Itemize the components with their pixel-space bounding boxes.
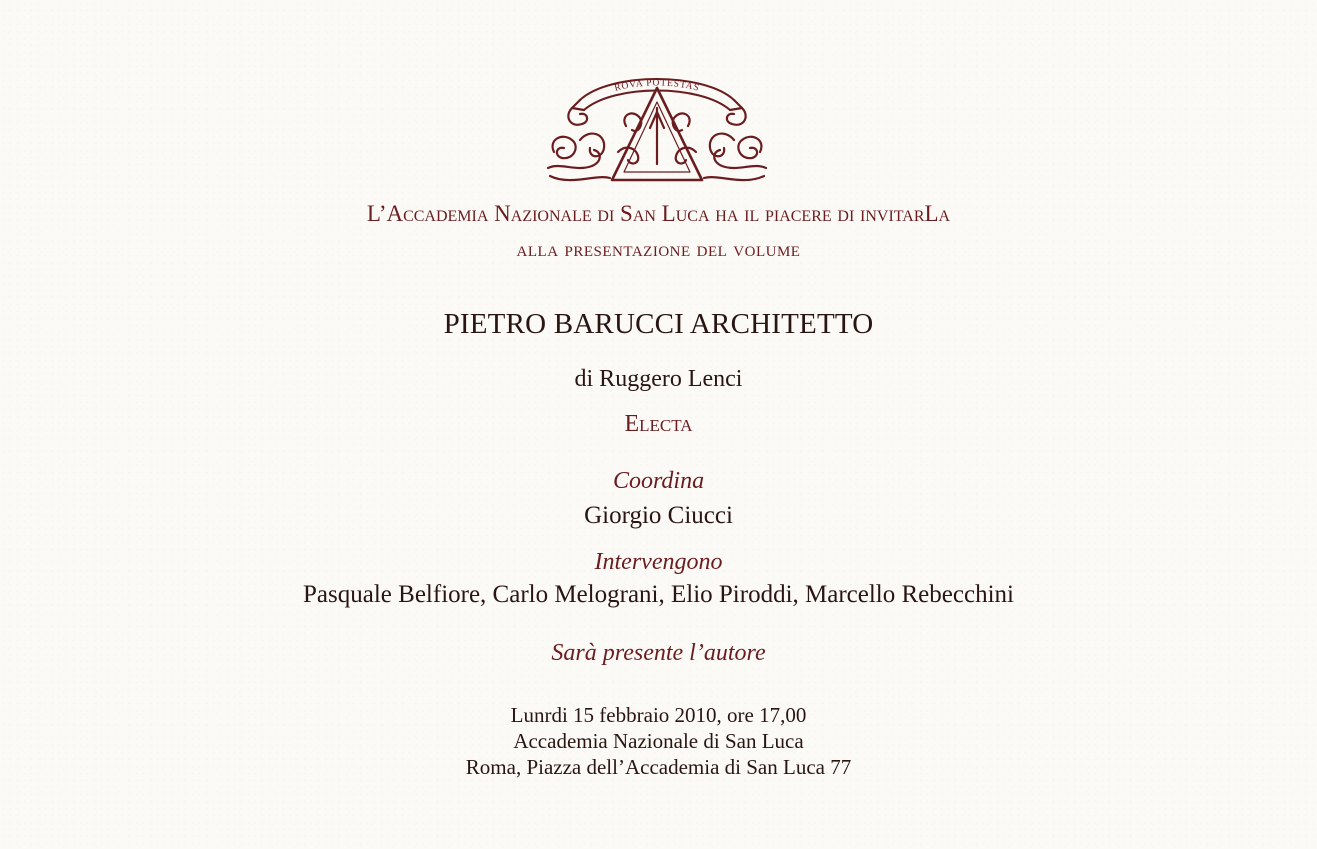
book-title: PIETRO BARUCCI ARCHITETTO: [443, 308, 874, 340]
event-date: Lunrdi 15 febbraio 2010, ore 17,00: [510, 703, 807, 727]
academy-emblem-icon: [540, 68, 774, 186]
emblem-motto: ROVA POTESTAS: [613, 78, 701, 94]
invitation-line: L’Accademia Nazionale di San Luca ha il piacere di invitarLa: [366, 201, 951, 226]
author-present-note: Sarà presente l’autore: [551, 640, 766, 666]
coordinator-label: Coordina: [612, 468, 705, 494]
book-publisher: Electa: [624, 411, 693, 437]
invitation-subline: alla presentazione del volume: [516, 236, 801, 261]
speakers-list: Pasquale Belfiore, Carlo Melograni, Elio Piroddi, Marcello Rebecchini: [303, 581, 1014, 608]
event-address: Roma, Piazza dell’Accademia di San Luca 77: [465, 755, 852, 779]
book-author: di Ruggero Lenci: [574, 366, 743, 392]
speakers-label: Intervengono: [594, 549, 723, 575]
event-venue: Accademia Nazionale di San Luca: [513, 729, 804, 753]
coordinator-name: Giorgio Ciucci: [584, 502, 733, 529]
